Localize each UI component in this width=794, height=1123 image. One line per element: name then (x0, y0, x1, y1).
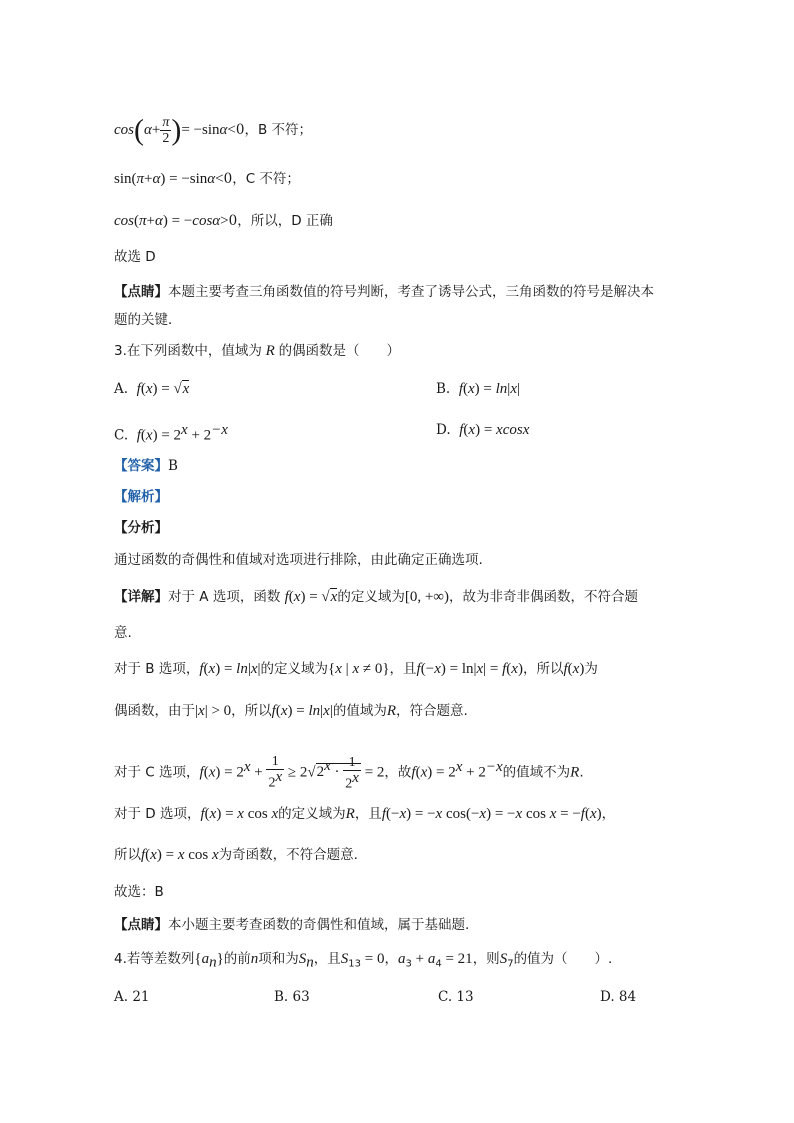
detail-b-cont: 偶函数，由于|x| > 0，所以f(x) = ln|x|的值域为R，符合题意. (114, 703, 468, 719)
q4-option-b: B. 63 (274, 989, 310, 1005)
l2-text: ，C 不符； (232, 171, 300, 187)
dianjing-1-cont: 题的关键． (114, 312, 182, 328)
dianjing-2: 【点睛】本小题主要考查函数的奇偶性和值域，属于基础题. (114, 917, 470, 933)
detail-a-cont: 意. (114, 625, 132, 641)
answer-tag: 【答案】 (114, 458, 168, 474)
dianjing-1 (114, 282, 654, 302)
q3-option-a: A. f(x) = √x (114, 381, 190, 397)
detail-d: 对于 D 选项，f(x) = x cos x的定义域为R，且f(−x) = −x cos(−x) = −x cos x = −f(x)， (114, 806, 616, 822)
detail-b: 对于 B 选项，f(x) = ln|x|的定义域为{x | x ≠ 0}，且f(−x) = ln|x| = f(x)，所以f(x)为 (114, 661, 598, 677)
q4-option-d: D. 84 (600, 989, 637, 1005)
q3-option-c: C. $f(x) = 2^x + 2^{-x}$ (114, 422, 228, 444)
dianjing-1-tag: 【点睛】 (114, 284, 168, 300)
analysis-tag: 【解析】 (114, 489, 168, 505)
q3-option-b: B. f(x) = ln|x| (436, 381, 520, 397)
line-cos-pi-plus-alpha: cos(π+α) = −cosα>0，所以，D 正确 (114, 213, 333, 229)
choose-b: 故选：B (114, 884, 164, 900)
q3-stem: 3.在下列函数中，值域为 R 的偶函数是（ ） (114, 343, 401, 359)
q4-option-a: A. 21 (114, 989, 150, 1005)
answer (114, 456, 178, 476)
line-sin-pi-plus-alpha: sin(π+α) = −sinα<0，C 不符； (114, 171, 300, 187)
dianjing-1-text: 本题主要考查三角函数值的符号判断，考查了诱导公式，三角函数的符号是解决本 (168, 284, 654, 300)
l3-text: ，所以，D 正确 (237, 213, 333, 229)
detail-c: 对于 C 选项，$f(x) = 2^x$ + $\frac{1}{2^x}$ ≥ $2√2^x$ · $\frac{1}{2^x}$ = 2，故$f(x) = 2^x + 2^{-x}$的值域不为R. (114, 754, 584, 792)
q4-option-c: C. 13 (438, 989, 474, 1005)
detail-a: 【详解】对于 A 选项，函数 f(x) = √x的定义域为[0, +∞)，故为非奇非偶函数，不符合题 (114, 589, 638, 605)
q3-option-d: D. f(x) = xcosx (436, 422, 530, 438)
answer-value: B (168, 458, 178, 474)
choose-d: 故选 D (114, 249, 156, 265)
detail-d-cont: 所以f(x) = x cos x为奇函数，不符合题意. (114, 847, 358, 863)
q4-stem: 4.若等差数列$\{a_n\}$的前n项和为$S_n$，且$S_{13} = 0$，$a_3 + a_4 = 21$，则$S_7$的值为（ ）. (114, 951, 613, 971)
l1-text: ，B 不符； (244, 122, 313, 138)
fenxi-tag: 【分析】 (114, 520, 168, 536)
line-cos-alpha-plus-half-pi: cos(α+ $\frac{\pi}{2}$ )= −sinα<0，B 不符； (114, 113, 313, 147)
fenxi-text: 通过函数的奇偶性和值域对选项进行排除，由此确定正确选项. (114, 552, 483, 568)
